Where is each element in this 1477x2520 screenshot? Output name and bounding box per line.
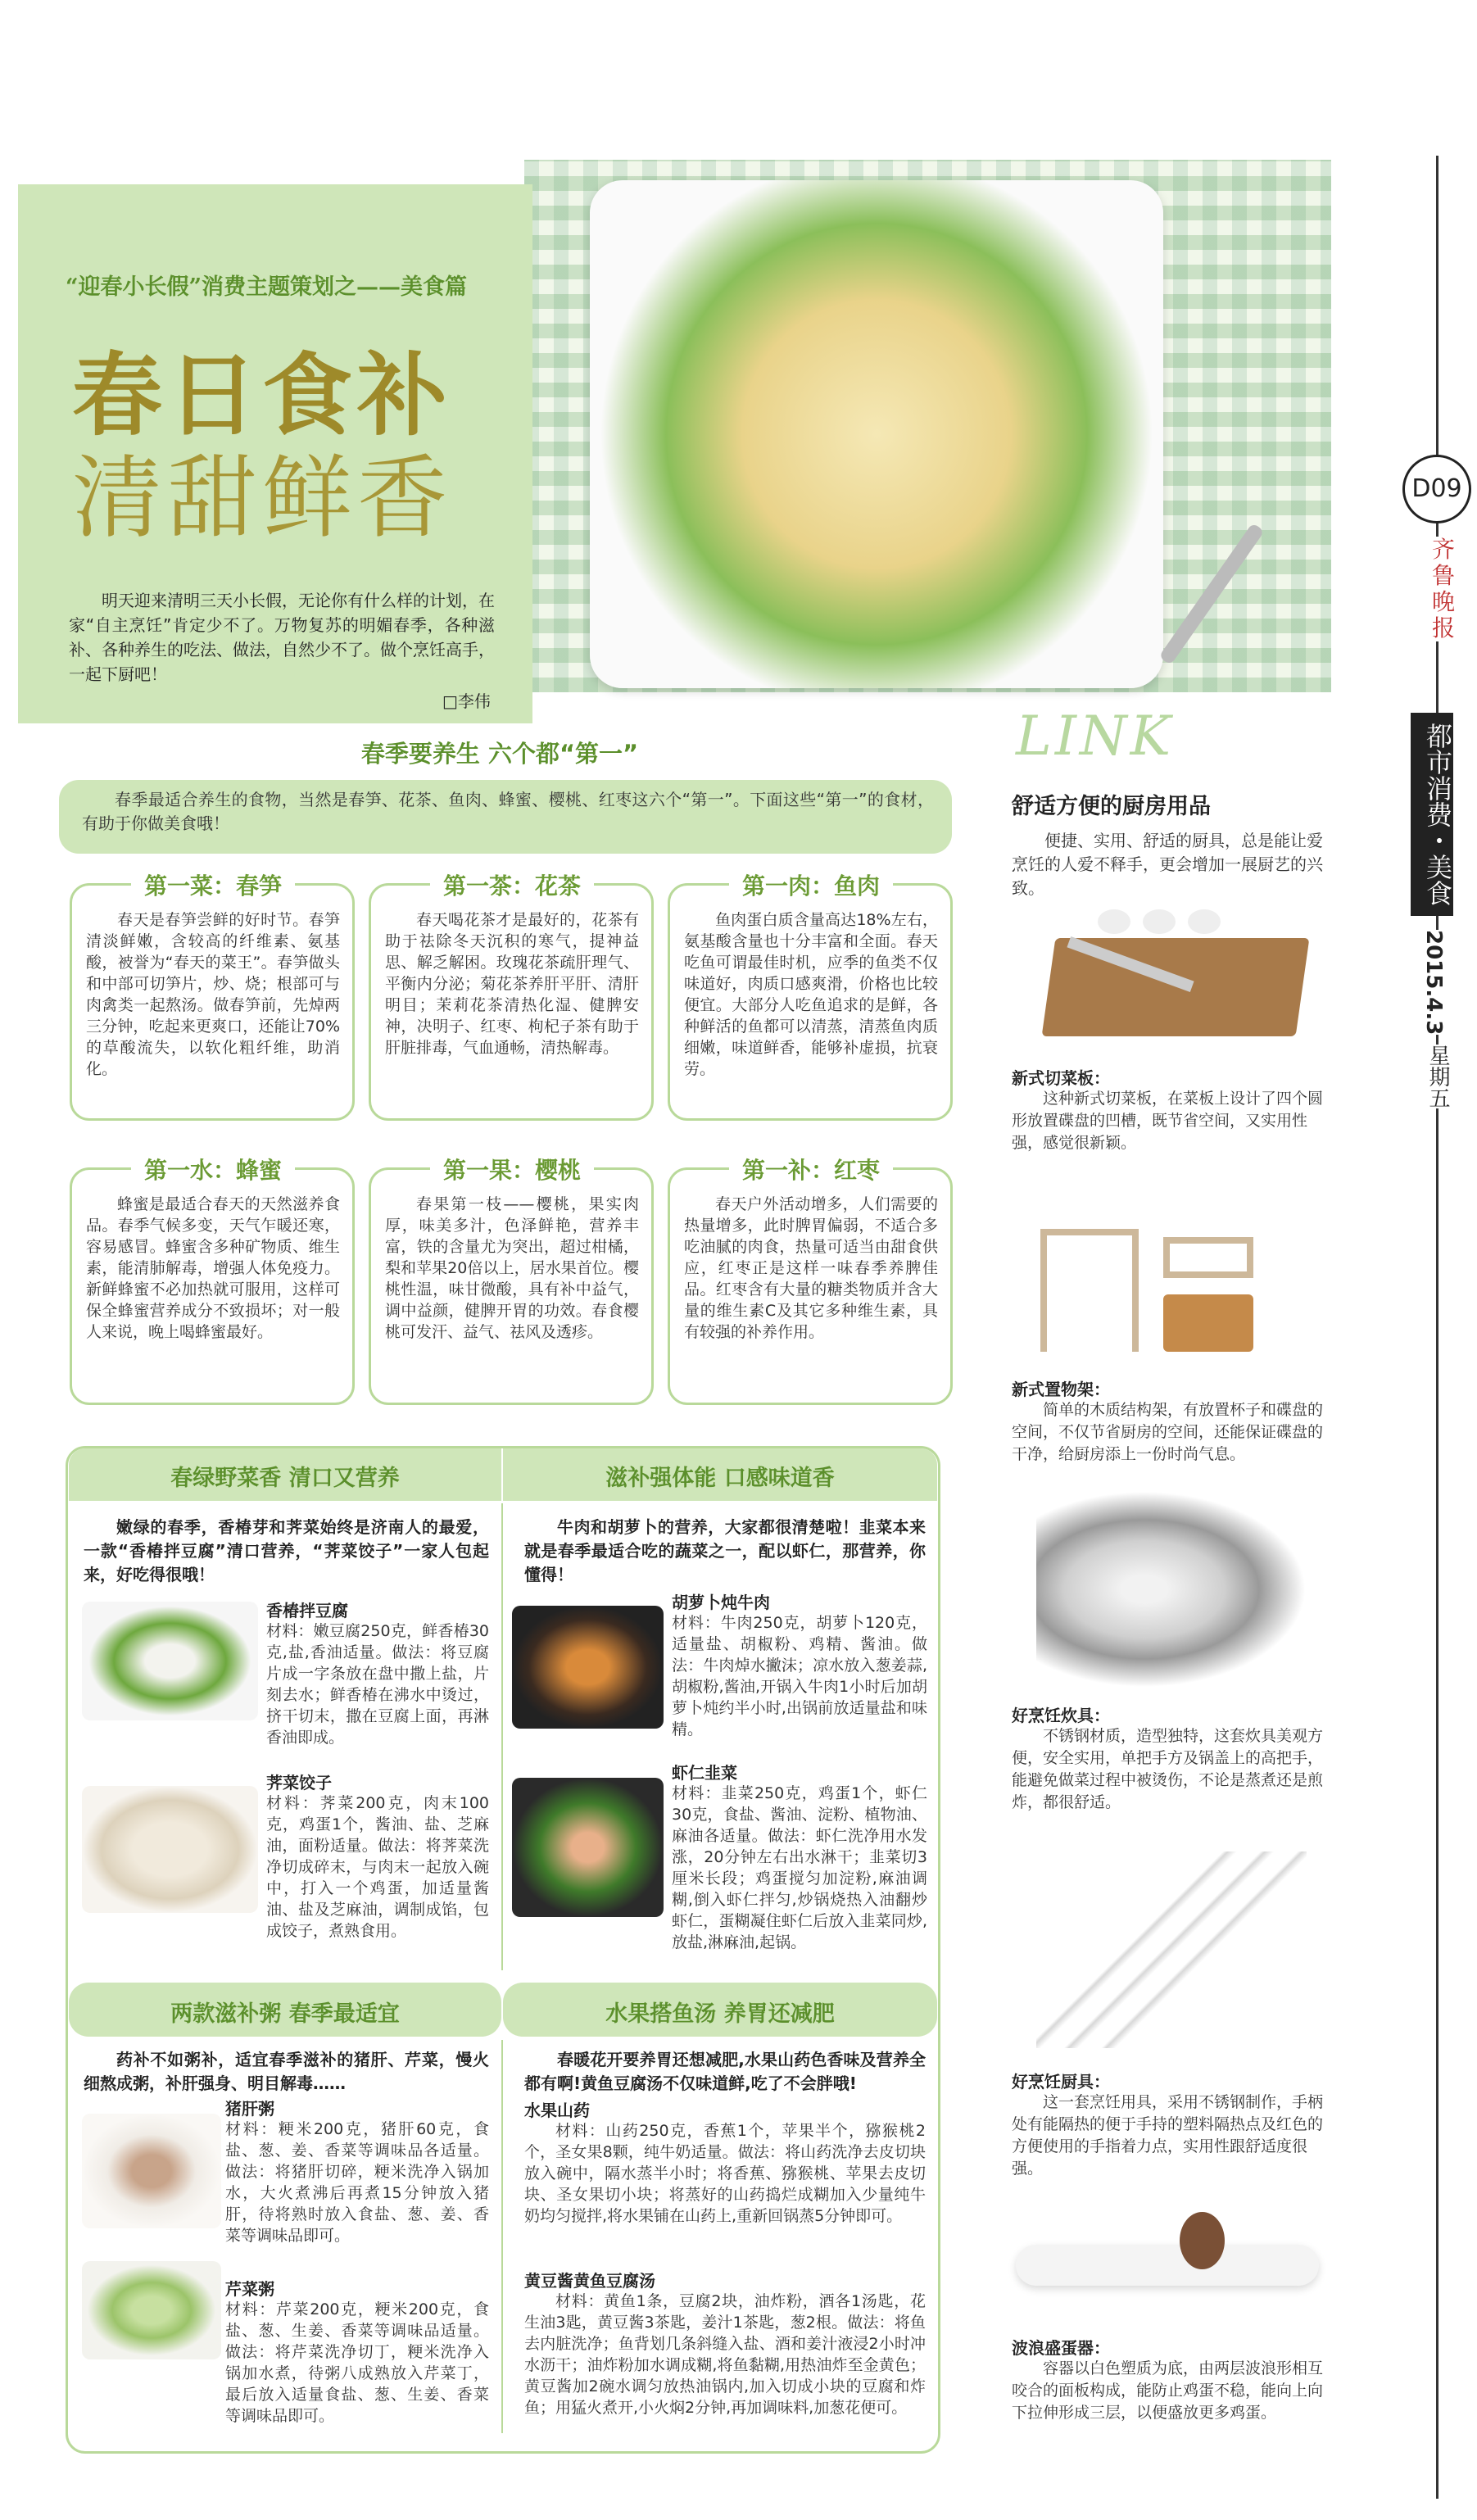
first-box-1-title: 第一菜：春笋: [131, 868, 295, 901]
beef-photo: [512, 1606, 664, 1729]
fish-fruit-intro: 春暖花开要养胃还想减肥,水果山药色香味及营养全都有啊!黄鱼豆腐汤不仅味道鲜,吃了不会胖哦!: [524, 2050, 926, 2093]
first-box-4-text: 蜂蜜是最适合春天的天然滋养食品。春季气候多变，天气乍暖还寒，容易感冒。蜂蜜含多种矿物质、维生素，能清肺解毒，增强人体免疫力。新鲜蜂蜜不必加热就可服用，这样可保全蜂蜜营养成分不致损坏；对一般人来说，晚上喝蜂蜜最好。: [86, 1195, 340, 1341]
celery-porridge-photo: [82, 2261, 221, 2359]
product-5-text: 容器以白色塑质为底，由两层波浪形相互咬合的面板构成，能防止鸡蛋不稳，能向上向下拉伸形成三层，以便盛放更多鸡蛋。: [1012, 2359, 1324, 2422]
utensils-photo: [1036, 1851, 1307, 2048]
pasta-plate: [590, 180, 1163, 688]
tofu-photo: [82, 1602, 258, 1720]
fork-icon: [1158, 523, 1264, 665]
feature-tag: “迎春小长假”消费主题策划之——美食篇: [66, 274, 468, 300]
fish-fruit-dish1-text: 材料：山药250克，香蕉1个，苹果半个，猕猴桃2个，圣女果8颗，纯牛奶适量。做法：将山药洗净去皮切块放入碗中，隔水蒸半小时；将香蕉、猕猴桃、苹果去皮切块、圣女果切小块；将蒸好的山药捣烂成糊加入少量纯牛奶均匀搅拌,将水果铺在山药上,重新回锅蒸5分钟即可。: [524, 2122, 926, 2225]
recipes-divider-lower: [501, 2040, 503, 2433]
tonic-dish2-text: 材料：韭菜250克，鸡蛋1个，虾仁30克，食盐、酱油、淀粉、植物油、麻油各适量。做法：虾仁洗净用水发涨，20分钟左右出水淋干；韭菜切3厘米长段；鸡蛋搅匀加淀粉,麻油调糊,倒入虾仁拌匀,炒锅烧热入油翻炒虾仁，蛋糊凝住虾仁后放入韭菜同炒,放盐,淋麻油,起锅。: [672, 1784, 927, 1951]
dumplings-photo: [82, 1786, 258, 1913]
page-number: D09: [1402, 455, 1471, 523]
product-1-text: 这种新式切菜板，在菜板上设计了四个圆形放置碟盘的凹槽，既节省空间，又实用性强，感觉很新颖。: [1012, 1090, 1324, 1152]
tray-icon: [1016, 2245, 1319, 2286]
bowl-icon: [1188, 909, 1221, 934]
wild-veg-intro: 嫩绿的春季，香椿芽和荠菜始终是济南人的最爱，一款“香椿拌豆腐”清口营养，“荠菜饺子”一家人包起来，好吃得很哦！: [84, 1517, 489, 1584]
porridge-dish2-name: 芹菜粥: [225, 2279, 274, 2299]
first-box-1-text: 春天是春笋尝鲜的好时节。春笋清淡鲜嫩，含较高的纤维素、氨基酸，被誉为“春天的菜王”。春笋做头和中部可切笋片，炒、烧；根部可与肉禽类一起熬汤。做春笋前，先焯两三分钟，吃起来更爽口，还能让70%的草酸流失，以软化粗纤维，助消化。: [86, 911, 340, 1078]
recipes-divider: [501, 1503, 503, 1970]
issue-date: 2015.4.3: [1421, 930, 1446, 1036]
intro-text: 明天迎来清明三天小长假，无论你有什么样的计划，在家“自主烹饪”肯定少不了。万物复苏的明媚春季，各种滋补、各种养生的吃法、做法，自然少不了。做个烹饪高手，一起下厨吧！: [69, 591, 495, 684]
first-box-4-title: 第一水：蜂蜜: [131, 1153, 295, 1185]
wild-veg-heading: 春绿野菜香 清口又营养: [170, 1466, 400, 1491]
fish-fruit-dish1-name: 水果山药: [524, 2101, 590, 2120]
fish-fruit-heading: 水果搭鱼汤 养胃还减肥: [605, 2001, 835, 2027]
wild-veg-dish1-name: 香椿拌豆腐: [266, 1601, 348, 1620]
page-title-line2: 清甜鲜香: [72, 446, 452, 551]
cookware-photo: [1036, 1491, 1307, 1688]
paper-name: 齐鲁晚报: [1429, 537, 1457, 641]
porridge-dish1-text: 材料：粳米200克，猪肝60克，食盐、葱、姜、香菜等调味品各适量。做法：将猪肝切碎，粳米洗净入锅加水，大火煮沸后再煮15分钟放入猪肝，待将熟时放入食盐、葱、姜、香菜等调味品即可。: [225, 2120, 489, 2245]
wild-veg-dish1-text: 材料：嫩豆腐250克，鲜香椿30克,盐,香油适量。做法：将豆腐片成一字条放在盘中撒上盐，片刻去水；鲜香椿在沸水中烫过，挤干切末，撒在豆腐上面，再淋香油即成。: [266, 1622, 489, 1747]
first-box-5-title: 第一果：樱桃: [430, 1153, 594, 1185]
tonic-intro: 牛肉和胡萝卜的营养，大家都很清楚啦！韭菜本来就是春季最适合吃的蔬菜之一，配以虾仁，那营养，你懂得！: [524, 1517, 926, 1584]
cutting-board-photo: [1032, 901, 1311, 1049]
tonic-dish2-name: 虾仁韭菜: [672, 1763, 737, 1783]
product-4-name: 好烹饪厨具：: [1012, 2072, 1110, 2092]
first-box-2-title: 第一茶：花茶: [430, 868, 594, 901]
product-4-text: 这一套烹饪用具，采用不锈钢制作，手柄处有能隔热的便于手持的塑料隔热点及红色的方便使用的手指着力点，实用性跟舒适度很强。: [1012, 2093, 1324, 2178]
first-box-3-text: 鱼肉蛋白质含量高达18%左右，氨基酸含量也十分丰富和全面。春天吃鱼可谓最佳时机，应季的鱼类不仅味道好，肉质口感爽滑，价格也比较便宜。大部分人吃鱼追求的是鲜，各种鲜活的鱼都可以清蒸，清蒸鱼肉质细嫩，味道鲜香，能够补虚损，抗衰劳。: [684, 911, 938, 1078]
link-intro: 便捷、实用、舒适的厨具，总是能让爱烹饪的人爱不释手，更会增加一展厨艺的兴致。: [1012, 831, 1323, 898]
tonic-dish1-name: 胡萝卜炖牛肉: [672, 1593, 770, 1612]
wild-veg-dish2-name: 荠菜饺子: [266, 1773, 332, 1793]
page-title-line1: 春日食补: [72, 342, 452, 448]
first-box-6-title: 第一补：红枣: [729, 1153, 893, 1185]
first-box-3-title: 第一肉：鱼肉: [729, 868, 893, 901]
product-5-name: 波浪盛蛋器：: [1012, 2338, 1110, 2358]
first-box-5-text: 春果第一枝——樱桃，果实肉厚，味美多汁，色泽鲜艳，营养丰富，铁的含量尤为突出，超过柑橘，梨和苹果20倍以上，居水果首位。樱桃性温，味甘微酸，具有补中益气，调中益颜，健脾开胃的功效。春食樱桃可发汗、益气、祛风及透疹。: [385, 1195, 639, 1341]
link-logo: LINK: [1016, 705, 1174, 768]
porridge-dish2-text: 材料：芹菜200克，粳米200克，食盐、葱、生姜、香菜等调味品适量。做法：将芹菜洗净切丁，粳米洗净入锅加水煮，待粥八成熟放入芹菜丁，最后放入适量食盐、葱、生姜、香菜等调味品即可。: [225, 2300, 489, 2425]
wild-veg-dish2-text: 材料：荠菜200克，肉末100克，鸡蛋1个，酱油、盐、芝麻油，面粉适量。做法：将荠菜洗净切成碎末，与肉末一起放入碗中，打入一个鸡蛋，加适量酱油、盐及芝麻油，调制成馅，包成饺子，煮熟食用。: [266, 1794, 489, 1940]
product-2-text: 简单的木质结构架，有放置杯子和碟盘的空间，不仅节省厨房的空间，还能保证碟盘的干净，给厨房添上一份时尚气息。: [1012, 1401, 1324, 1463]
bowl-icon: [1098, 909, 1130, 934]
rack-icon: [1163, 1294, 1253, 1352]
product-3-name: 好烹饪炊具：: [1012, 1706, 1110, 1725]
product-3-text: 不锈钢材质，造型独特，这套炊具美观方便，安全实用，单把手方及锅盖上的高把手，能避免做菜过程中被烫伤，不论是蒸煮还是煎炸，都很舒适。: [1012, 1727, 1324, 1811]
fish-fruit-dish2-text: 材料：黄鱼1条，豆腐2块，油炸粉，酒各1汤匙，花生油3匙，黄豆酱3茶匙，姜汁1茶匙，葱2根。做法：将鱼去内脏洗净；鱼背划几条斜缝入盐、酒和姜汁液浸2小时冲水沥干；油炸粉加水调成糊,将鱼黏糊,用热油炸至金黄色；黄豆酱加2碗水调匀放热油锅内,加入切成小块的豆腐和炸鱼；用猛火煮开,小火焖2分钟,再加调味料,加葱花便可。: [524, 2292, 926, 2417]
shrimp-photo: [512, 1778, 664, 1917]
porridge-dish1-name: 猪肝粥: [225, 2099, 274, 2119]
bowl-icon: [1143, 909, 1176, 934]
rack-icon: [1163, 1237, 1253, 1278]
first-box-2-text: 春天喝花茶才是最好的，花茶有助于祛除冬天沉积的寒气，提神益思、解乏解困。玫瑰花茶疏肝理气、平衡内分泌；菊花茶养肝平肝、清肝明目；茉莉花茶清热化湿、健脾安神，决明子、红枣、枸杞子茶有助于肝脏排毒，气血通畅，清热解毒。: [385, 911, 639, 1057]
six-firsts-heading: 春季要养生 六个都“第一”: [360, 740, 639, 768]
first-box-6-text: 春天户外活动增多，人们需要的热量增多，此时脾胃偏弱，不适合多吃油腻的肉食，热量可适当由甜食供应，红枣正是这样一味春季养脾佳品。红枣含有大量的糖类物质并含大量的维生素C及其它多种维生素，具有较强的补养作用。: [684, 1195, 938, 1341]
porridge-intro: 药补不如粥补，适宜春季滋补的猪肝、芹菜，慢火细熬成粥，补肝强身、明目解毒……: [84, 2050, 489, 2093]
byline: □李伟: [442, 691, 491, 711]
tonic-heading: 滋补强体能 口感味道香: [605, 1466, 835, 1491]
porridge-heading: 两款滋补粥 春季最适宜: [170, 2001, 400, 2027]
hero-photo: [524, 160, 1331, 692]
fish-fruit-dish2-name: 黄豆酱黄鱼豆腐汤: [524, 2271, 655, 2291]
tonic-dish1-text: 材料：牛肉250克，胡萝卜120克，适量盐、胡椒粉、鸡精、酱油。做法：牛肉焯水撇沫；凉水放入葱姜蒜,胡椒粉,酱油,开锅入牛肉1小时后加胡萝卜炖约半小时,出锅前放适量盐和味精。: [672, 1614, 927, 1738]
rack-icon: [1040, 1229, 1139, 1352]
liver-porridge-photo: [82, 2114, 221, 2228]
product-1-name: 新式切菜板：: [1012, 1068, 1110, 1088]
issue-weekday: 星期五: [1423, 1045, 1453, 1108]
egg-holder-photo: [1016, 2212, 1327, 2294]
section-label: 都市消费・美食: [1411, 713, 1453, 916]
egg-icon: [1180, 2212, 1225, 2269]
product-2-name: 新式置物架：: [1012, 1380, 1110, 1399]
six-firsts-intro: 春季最适合养生的食物，当然是春笋、花茶、鱼肉、蜂蜜、樱桃、红枣这六个“第一”。下面这些“第一”的食材，有助于你做美食哦！: [82, 790, 934, 833]
rack-photo: [1032, 1229, 1327, 1360]
link-heading: 舒适方便的厨房用品: [1012, 794, 1211, 819]
